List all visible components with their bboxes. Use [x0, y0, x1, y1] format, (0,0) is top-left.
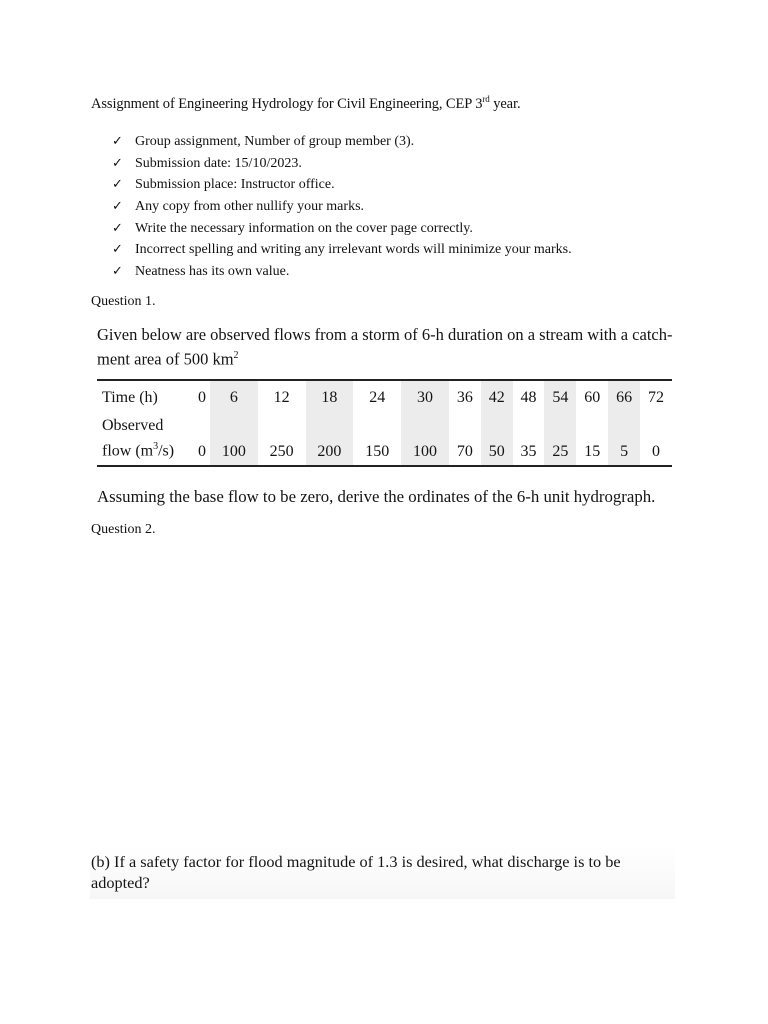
instruction-text: Submission date: 15/10/2023. [135, 155, 302, 171]
list-item [112, 239, 572, 261]
list-item [112, 218, 572, 240]
statement-sup: 2 [233, 350, 239, 361]
flow-cell: 5 [608, 415, 640, 466]
flow-cell: 50 [481, 415, 513, 466]
question-2-label: Question 2. [91, 522, 156, 537]
time-cell: 54 [544, 380, 576, 415]
heading-text: Assignment of Engineering Hydrology for Civil Engineering, CEP 3 [91, 95, 483, 112]
flow-cell: 150 [365, 443, 390, 461]
assignment-heading [91, 94, 520, 113]
instruction-text: Write the necessary information on the cover page correctly. [135, 220, 473, 236]
flow-label-line1: Observed [102, 417, 164, 434]
list-item [112, 131, 572, 153]
checkmark-icon: ✓ [112, 199, 123, 215]
heading-tail: year. [489, 95, 521, 112]
flow-label-line2: flow (m [102, 442, 154, 460]
time-cell: 60 [584, 389, 601, 406]
heading-sup: rd [482, 94, 490, 104]
flow-cell: 0 [652, 443, 661, 461]
flow-cell: 0 [197, 443, 206, 461]
list-item [112, 196, 572, 218]
time-cell: 48 [520, 389, 537, 406]
checkmark-icon: ✓ [112, 264, 123, 280]
time-cell: 24 [369, 389, 386, 406]
flow-cell: 200 [306, 415, 354, 466]
checkmark-icon: ✓ [112, 155, 123, 171]
question-1-statement [97, 324, 673, 370]
time-cell: 66 [608, 380, 640, 415]
flow-cell: 250 [269, 443, 294, 461]
time-cell: 42 [481, 380, 513, 415]
table-row-time [97, 380, 672, 415]
time-cell: 18 [306, 380, 354, 415]
time-cell: 72 [648, 389, 665, 406]
list-item [112, 174, 572, 196]
time-cell: 30 [401, 380, 449, 415]
flow-cell: 100 [401, 415, 449, 466]
checkmark-icon: ✓ [112, 134, 123, 149]
question-1-label: Question 1. [91, 294, 156, 309]
list-item [112, 261, 572, 283]
list-item [112, 153, 572, 175]
flow-cell: 70 [456, 443, 473, 461]
question-1-instruction: Assuming the base flow to be zero, derive the ordinates of the 6-h unit hydrograph. [97, 487, 656, 506]
statement-text: Given below are observed flows from a storm of 6-h duration on a stream with a catch-ment area of 500 km [97, 325, 673, 369]
table-row-flow [97, 415, 672, 466]
question-2-part-b: (b) If a safety factor for flood magnitude of 1.3 is desired, what discharge is to be adopted? [91, 852, 621, 892]
checkmark-icon: ✓ [112, 177, 123, 193]
time-cell: 36 [456, 389, 473, 406]
checkmark-icon: ✓ [112, 220, 123, 236]
flow-cell: 15 [584, 443, 601, 461]
time-cell: 12 [273, 389, 290, 406]
time-cell: 6 [210, 380, 258, 415]
flow-cell: 100 [210, 415, 258, 466]
time-cell: 0 [197, 389, 206, 406]
instruction-text: Incorrect spelling and writing any irrelevant words will minimize your marks. [135, 242, 572, 258]
instruction-text: Group assignment, Number of group member (3). [135, 134, 415, 149]
checkmark-icon: ✓ [112, 242, 123, 258]
flow-label-sup: 3 [153, 441, 159, 452]
flow-label-tail: /s) [158, 442, 175, 460]
observed-flow-table [97, 379, 672, 467]
flow-cell: 25 [544, 415, 576, 466]
instruction-text: Neatness has its own value. [135, 264, 290, 280]
flow-cell: 35 [520, 443, 537, 461]
instruction-text: Any copy from other nullify your marks. [135, 199, 365, 215]
instruction-text: Submission place: Instructor office. [135, 177, 335, 193]
row-label-flow [97, 415, 194, 466]
instructions-list [112, 131, 572, 283]
row-label-time: Time (h) [102, 389, 158, 406]
